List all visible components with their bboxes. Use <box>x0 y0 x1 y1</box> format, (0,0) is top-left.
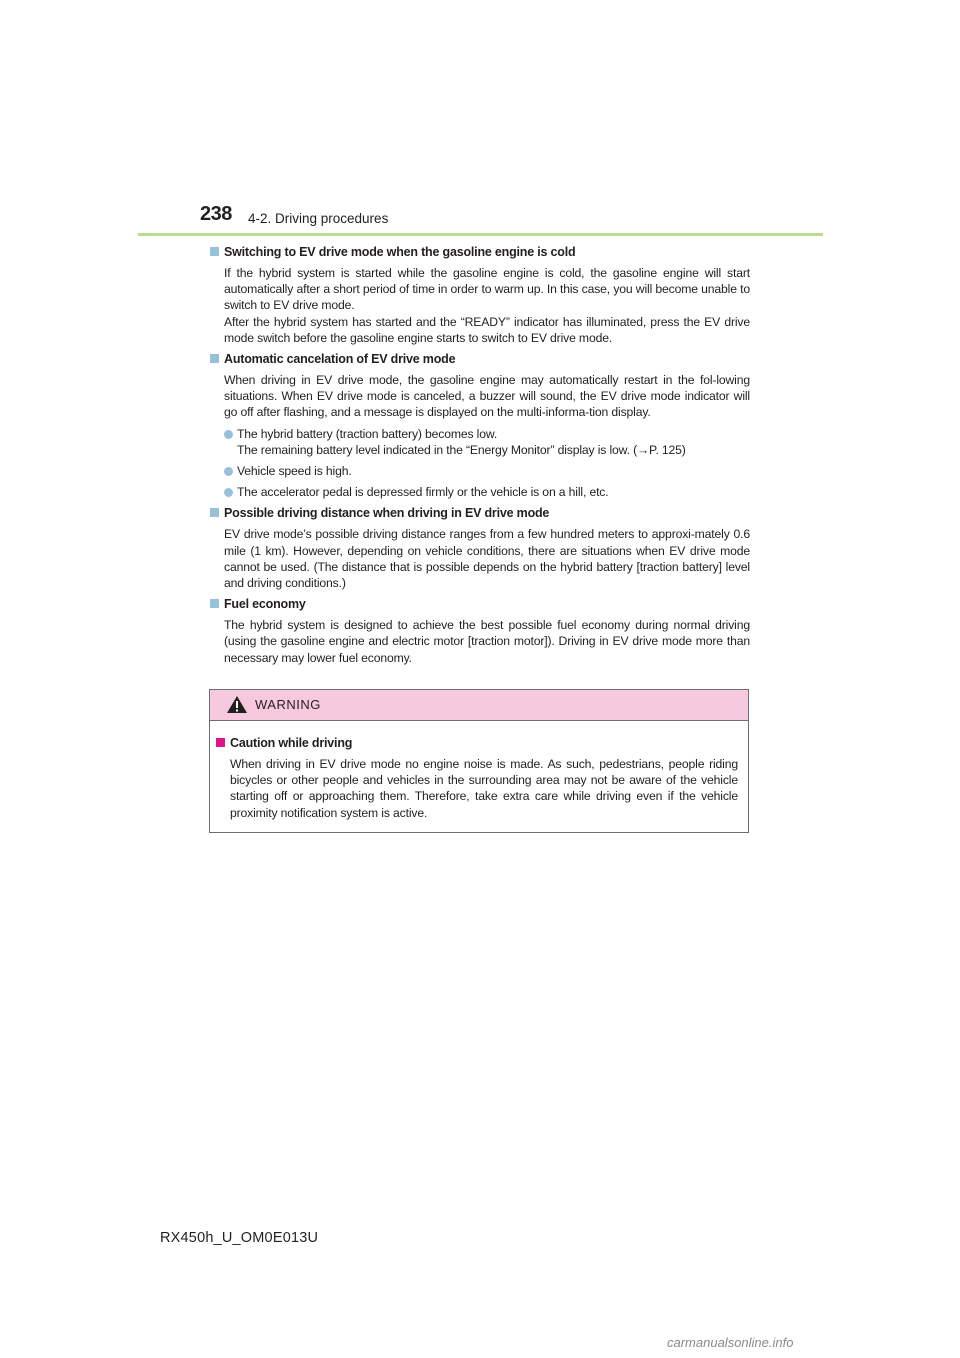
section-heading: Automatic cancelation of EV drive mode <box>210 351 750 367</box>
warning-triangle-icon <box>226 695 248 714</box>
section-heading: Fuel economy <box>210 596 750 612</box>
paragraph: EV drive mode’s possible driving distance ranges from a few hundred meters to approxi-mately 0.6 mile (1 km). However, depending on vehicle conditions, there are situations when EV drive mode cannot be used. (The distance that is possible depends on the hybrid battery [traction battery] level and driving conditions.) <box>224 527 750 591</box>
square-bullet-icon <box>210 354 219 363</box>
warning-box <box>209 689 749 833</box>
square-bullet-icon <box>216 738 225 747</box>
section-heading: Switching to EV drive mode when the gasoline engine is cold <box>210 244 750 260</box>
main-content <box>210 244 750 671</box>
page-number: 238 <box>200 203 232 225</box>
list-item: The accelerator pedal is depressed firmly or the vehicle is on a hill, etc. <box>224 484 750 500</box>
section-ev-distance <box>210 505 750 591</box>
list-item: The hybrid battery (traction battery) becomes low. The remaining battery level indicated in the “Energy Monitor” display is low. (→P. 125) <box>224 426 750 458</box>
section-ev-cold <box>210 244 750 346</box>
paragraph: If the hybrid system is started while the gasoline engine is cold, the gasoline engine will start automatically after a short period of time in order to warm up. In this case, you will become unable to switch to EV drive mode. <box>224 266 750 313</box>
square-bullet-icon <box>210 247 219 256</box>
header-rule <box>138 233 823 236</box>
circle-bullet-icon <box>224 488 233 497</box>
square-bullet-icon <box>210 599 219 608</box>
warning-body <box>210 721 748 821</box>
paragraph: The hybrid system is designed to achieve the best possible fuel economy during normal driving (using the gasoline engine and electric motor [traction motor]). Driving in EV drive mode more than necessary may lower fuel economy. <box>224 618 750 665</box>
section-ev-cancelation <box>210 351 750 500</box>
circle-bullet-icon <box>224 430 233 439</box>
paragraph: When driving in EV drive mode, the gasoline engine may automatically restart in the fol-lowing situations. When EV drive mode is canceled, a buzzer will sound, the EV drive mode indicator will go off after flashing, and a message is displayed on the multi-informa-tion display. <box>224 373 750 420</box>
circle-bullet-icon <box>224 467 233 476</box>
section-heading: Possible driving distance when driving in EV drive mode <box>210 505 750 521</box>
square-bullet-icon <box>210 508 219 517</box>
model-code: RX450h_U_OM0E013U <box>160 1230 319 1246</box>
section-title: 4-2. Driving procedures <box>248 211 389 226</box>
warning-heading: Caution while driving <box>216 735 738 751</box>
section-fuel-economy <box>210 596 750 666</box>
warning-title: WARNING <box>255 697 321 712</box>
paragraph: After the hybrid system has started and the “READY” indicator has illuminated, press the EV drive mode switch before the gasoline engine starts to switch to EV drive mode. <box>224 314 750 345</box>
list-item: Vehicle speed is high. <box>224 463 750 479</box>
warning-text: When driving in EV drive mode no engine noise is made. As such, pedestrians, people riding bicycles or other people and vehicles in the surrounding area may not be aware of the vehicle starting off or approaching them. Therefore, take extra care while driving even if the vehicle proximity notification system is active. <box>230 757 738 820</box>
watermark: carmanualsonline.info <box>667 1335 794 1350</box>
warning-header <box>210 690 748 721</box>
